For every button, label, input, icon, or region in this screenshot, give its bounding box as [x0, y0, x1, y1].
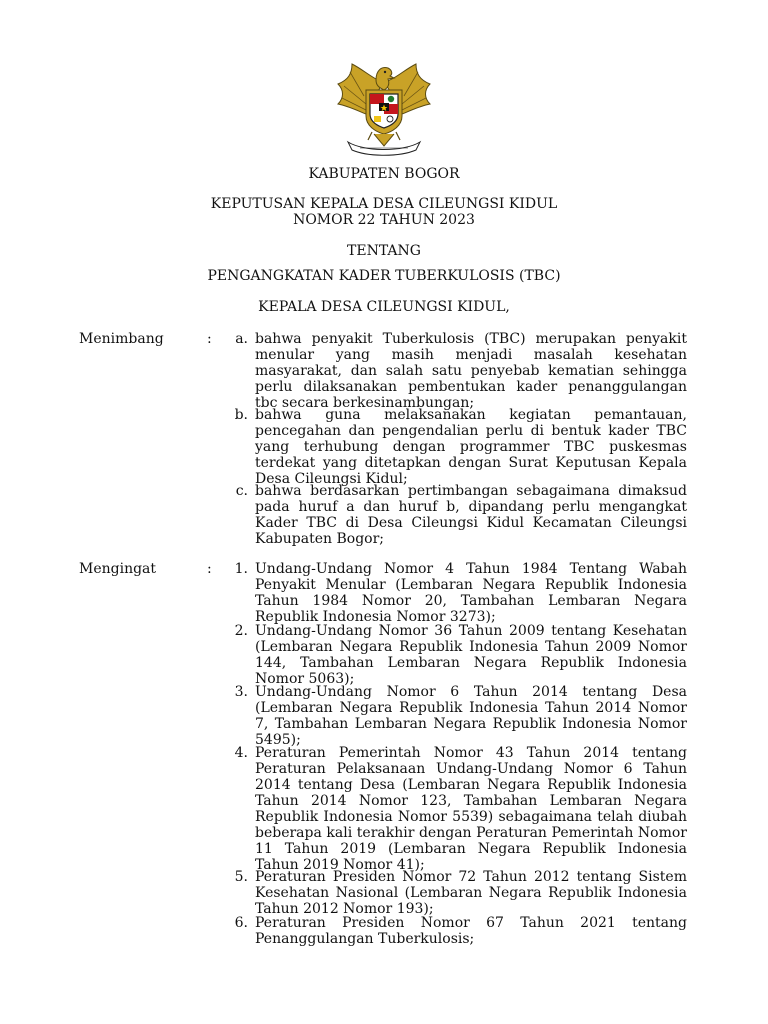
- mengingat-item-text: Undang-Undang Nomor 36 Tahun 2009 tentang Kesehatan (Lembaran Negara Republik Indonesia Tahun 2009 Nomor 144, Tambahan Lembaran Negara Republik Indonesia Nomor 5063);: [255, 623, 687, 687]
- menimbang-item-marker: a.: [235, 331, 248, 347]
- menimbang-item-text: bahwa penyakit Tuberkulosis (TBC) merupakan penyakit menular yang masih menjadi masalah kesehatan masyarakat, dan salah satu penyebab kematian sehingga perlu dilaksanakan pembentukan kader penanggulangan tbc secara berkesinambungan;: [255, 331, 687, 411]
- decree-number: NOMOR 22 TAHUN 2023: [293, 212, 475, 228]
- mengingat-item-marker: 5.: [234, 869, 248, 885]
- mengingat-item-marker: 6.: [234, 915, 248, 931]
- menimbang-item-marker: b.: [234, 407, 248, 423]
- mengingat-item-text: Peraturan Presiden Nomor 67 Tahun 2021 tentang Penanggulangan Tuberkulosis;: [255, 915, 687, 947]
- decree-title: KEPUTUSAN KEPALA DESA CILEUNGSI KIDUL: [210, 196, 558, 212]
- menimbang-item-marker: c.: [235, 483, 248, 499]
- mengingat-item-marker: 2.: [234, 623, 248, 639]
- mengingat-item-marker: 3.: [234, 684, 248, 700]
- regency-heading: KABUPATEN BOGOR: [308, 166, 460, 182]
- mengingat-label: Mengingat: [79, 561, 157, 577]
- menimbang-colon: :: [207, 331, 212, 347]
- menimbang-item-text: bahwa berdasarkan pertimbangan sebagaimana dimaksud pada huruf a dan huruf b, dipandang perlu mengangkat Kader TBC di Desa Cileungsi Kidul Kecamatan Cileungsi Kabupaten Bogor;: [255, 483, 687, 547]
- mengingat-item-text: Peraturan Pemerintah Nomor 43 Tahun 2014 tentang Peraturan Pelaksanaan Undang-Undang Nomor 6 Tahun 2014 tentang Desa (Lembaran Negara Republik Indonesia Tahun 2014 Nomor 123, Tambahan Lembaran Negara Republik Indonesia Nomor 5539) sebagaimana telah diubah beberapa kali terakhir dengan Peraturan Pemerintah Nomor 11 Tahun 2019 (Lembaran Negara Republik Indonesia Tahun 2019 Nomor 41);: [255, 745, 687, 873]
- garuda-emblem-icon: [330, 60, 438, 158]
- issuer-line: KEPALA DESA CILEUNGSI KIDUL,: [258, 299, 510, 315]
- about-label: TENTANG: [347, 243, 421, 259]
- mengingat-item-text: Peraturan Presiden Nomor 72 Tahun 2012 tentang Sistem Kesehatan Nasional (Lembaran Negara Republik Indonesia Tahun 2012 Nomor 193);: [255, 869, 687, 917]
- mengingat-item-marker: 1.: [234, 561, 248, 577]
- mengingat-item-text: Undang-Undang Nomor 4 Tahun 1984 Tentang Wabah Penyakit Menular (Lembaran Negara Republik Indonesia Tahun 1984 Nomor 20, Tambahan Lembaran Negara Republik Indonesia Nomor 3273);: [255, 561, 687, 625]
- menimbang-item-text: bahwa guna melaksanakan kegiatan pemantauan, pencegahan dan pengendalian perlu di bentuk kader TBC yang terhubung dengan programmer TBC puskesmas terdekat yang ditetapkan dengan Surat Keputusan Kepala Desa Cileungsi Kidul;: [255, 407, 687, 487]
- decree-subject: PENGANGKATAN KADER TUBERKULOSIS (TBC): [207, 268, 561, 284]
- menimbang-label: Menimbang: [79, 331, 164, 347]
- mengingat-colon: :: [207, 561, 212, 577]
- mengingat-item-marker: 4.: [234, 745, 248, 761]
- mengingat-item-text: Undang-Undang Nomor 6 Tahun 2014 tentang Desa (Lembaran Negara Republik Indonesia Tahun 2014 Nomor 7, Tambahan Lembaran Negara Republik Indonesia Nomor 5495);: [255, 684, 687, 748]
